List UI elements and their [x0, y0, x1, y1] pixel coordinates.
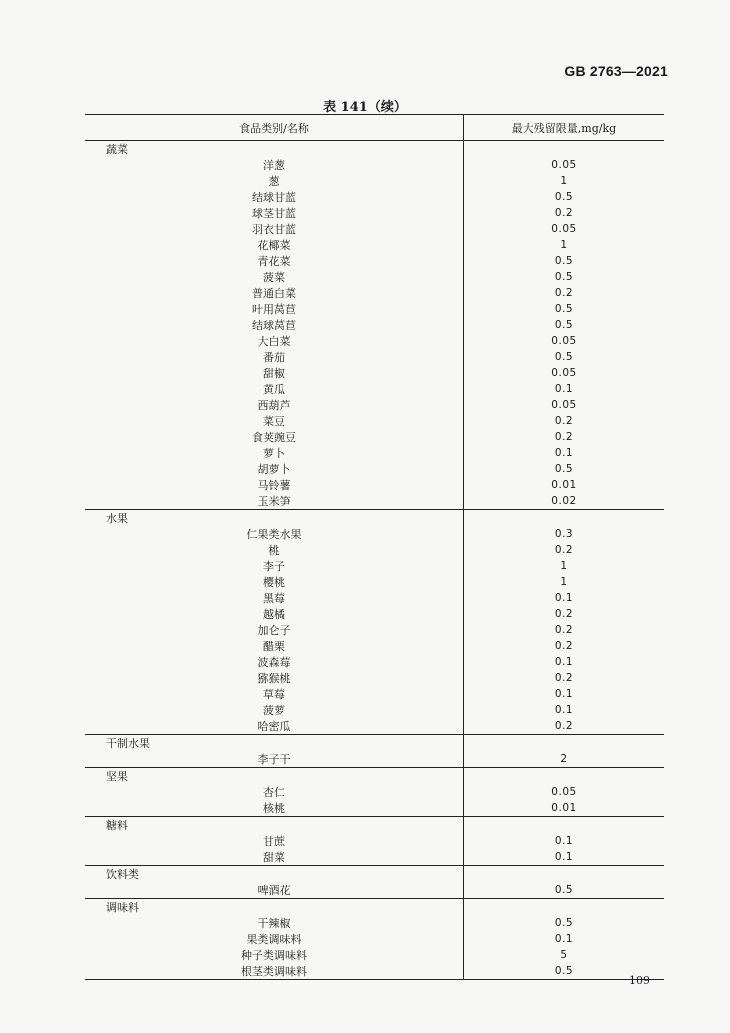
table-row [85, 947, 664, 963]
max-residue-limit: 1 [464, 237, 665, 253]
category-label: 干制水果 [85, 735, 464, 752]
category-label: 糖料 [85, 817, 464, 834]
category-row [85, 899, 664, 916]
table-row [85, 221, 664, 237]
food-name: 仁果类水果 [246, 528, 302, 541]
max-residue-limit: 0.1 [464, 849, 665, 866]
max-residue-limit: 0.1 [464, 445, 665, 461]
food-name: 西葫芦 [257, 399, 291, 412]
table-row [85, 349, 664, 365]
table-row [85, 413, 664, 429]
max-residue-limit: 0.5 [464, 882, 665, 899]
max-residue-limit: 0.2 [464, 622, 665, 638]
table-body [85, 141, 664, 980]
table-row [85, 882, 664, 899]
table-row [85, 542, 664, 558]
food-name: 波森莓 [257, 656, 291, 669]
table-row [85, 915, 664, 931]
column-header-limit: 最大残留限量,mg/kg [464, 115, 665, 141]
max-residue-limit: 2 [464, 751, 665, 768]
max-residue-limit: 0.1 [464, 702, 665, 718]
max-residue-limit: 0.2 [464, 429, 665, 445]
category-row [85, 768, 664, 785]
food-name: 甘蔗 [263, 835, 285, 848]
food-name: 核桃 [263, 802, 285, 815]
food-name: 樱桃 [263, 576, 285, 589]
table-row [85, 622, 664, 638]
table-row [85, 157, 664, 173]
max-residue-limit: 0.2 [464, 606, 665, 622]
table-row [85, 800, 664, 817]
category-label: 蔬菜 [106, 143, 128, 156]
max-residue-limit: 0.2 [464, 670, 665, 686]
table-row [85, 849, 664, 866]
food-name: 干辣椒 [257, 917, 291, 930]
table-row [85, 381, 664, 397]
table-row [85, 526, 664, 542]
page-number: 109 [629, 974, 650, 987]
food-name: 菠萝 [263, 704, 285, 717]
table-row [85, 702, 664, 718]
food-name: 大白菜 [257, 335, 291, 348]
table-row [85, 237, 664, 253]
table-title: 表 141（续） [323, 100, 407, 115]
table-row [85, 317, 664, 333]
food-name: 草莓 [263, 688, 285, 701]
food-name: 食荚豌豆 [252, 431, 296, 444]
food-name: 种子类调味料 [241, 949, 307, 962]
food-name: 葱 [268, 175, 280, 188]
max-residue-limit: 0.5 [464, 189, 665, 205]
food-name: 甜椒 [263, 367, 285, 380]
table-row [85, 558, 664, 574]
table-row [85, 189, 664, 205]
table-row [85, 606, 664, 622]
table-row [85, 931, 664, 947]
table-row [85, 477, 664, 493]
food-name: 李子 [263, 560, 285, 573]
food-name: 花椰菜 [257, 239, 291, 252]
table-row [85, 784, 664, 800]
max-residue-limit: 0.5 [464, 915, 665, 931]
max-residue-limit: 0.01 [464, 477, 665, 493]
food-name: 结球莴苣 [252, 319, 296, 332]
table-row [85, 590, 664, 606]
max-residue-limit: 0.5 [464, 963, 665, 980]
food-name: 番茄 [263, 351, 285, 364]
food-name: 球茎甘蓝 [252, 207, 296, 220]
table-row [85, 253, 664, 269]
food-name: 羽衣甘蓝 [252, 223, 296, 236]
max-residue-limit: 0.05 [464, 333, 665, 349]
food-name: 黑莓 [263, 592, 285, 605]
category-limit-cell [464, 899, 665, 916]
table-row [85, 445, 664, 461]
max-residue-limit: 5 [464, 947, 665, 963]
food-name: 哈密瓜 [257, 720, 291, 733]
max-residue-limit: 0.05 [464, 365, 665, 381]
food-name: 菜豆 [263, 415, 285, 428]
table-row [85, 365, 664, 381]
max-residue-limit: 0.2 [464, 638, 665, 654]
table-row [85, 205, 664, 221]
food-name: 果类调味料 [246, 933, 302, 946]
max-residue-limit: 0.05 [464, 221, 665, 237]
max-residue-limit: 0.1 [464, 654, 665, 670]
category-row [85, 735, 664, 752]
table-row [85, 269, 664, 285]
food-name: 菠菜 [263, 271, 285, 284]
category-label: 调味料 [85, 899, 464, 916]
table-row [85, 833, 664, 849]
food-name: 黄瓜 [263, 383, 285, 396]
category-limit-cell [464, 510, 665, 527]
category-label: 饮料类 [85, 866, 464, 883]
category-row [85, 866, 664, 883]
residue-limit-table [85, 114, 664, 980]
food-name: 杏仁 [263, 786, 285, 799]
food-name: 结球甘蓝 [252, 191, 296, 204]
table-header-row [85, 115, 664, 141]
max-residue-limit: 1 [464, 173, 665, 189]
table-row [85, 301, 664, 317]
food-name: 青花菜 [257, 255, 291, 268]
food-name: 叶用莴苣 [252, 303, 296, 316]
category-row [85, 817, 664, 834]
max-residue-limit: 0.5 [464, 253, 665, 269]
table-row [85, 574, 664, 590]
category-label: 坚果 [85, 768, 464, 785]
max-residue-limit: 0.2 [464, 542, 665, 558]
max-residue-limit: 0.2 [464, 718, 665, 735]
table-row [85, 963, 664, 980]
max-residue-limit: 0.5 [464, 317, 665, 333]
max-residue-limit: 0.2 [464, 285, 665, 301]
max-residue-limit: 0.5 [464, 349, 665, 365]
max-residue-limit: 0.02 [464, 493, 665, 510]
food-name: 玉米笋 [257, 495, 291, 508]
food-name: 洋葱 [263, 159, 285, 172]
food-name: 根茎类调味料 [85, 963, 464, 980]
table-row [85, 333, 664, 349]
category-row [85, 141, 664, 158]
standard-number: GB 2763—2021 [564, 63, 668, 79]
max-residue-limit: 1 [464, 574, 665, 590]
max-residue-limit: 1 [464, 558, 665, 574]
max-residue-limit: 0.1 [464, 931, 665, 947]
max-residue-limit: 0.01 [464, 800, 665, 817]
food-name: 李子干 [257, 753, 291, 766]
table-row [85, 429, 664, 445]
table-row [85, 638, 664, 654]
category-limit-cell [464, 768, 665, 785]
table-row [85, 493, 664, 510]
table-row [85, 654, 664, 670]
category-label: 水果 [85, 510, 464, 527]
table-row [85, 686, 664, 702]
food-name: 甜菜 [263, 851, 285, 864]
food-name: 普通白菜 [252, 287, 296, 300]
max-residue-limit: 0.1 [464, 686, 665, 702]
category-row [85, 510, 664, 527]
food-name: 醋栗 [263, 640, 285, 653]
category-limit-cell [464, 866, 665, 883]
table-row [85, 173, 664, 189]
max-residue-limit: 0.1 [464, 833, 665, 849]
max-residue-limit: 0.2 [464, 205, 665, 221]
max-residue-limit: 0.2 [464, 413, 665, 429]
food-name: 越橘 [263, 608, 285, 621]
table-row [85, 718, 664, 735]
max-residue-limit: 0.3 [464, 526, 665, 542]
max-residue-limit: 0.5 [464, 461, 665, 477]
max-residue-limit: 0.05 [464, 157, 665, 173]
food-name: 猕猴桃 [257, 672, 291, 685]
food-name: 萝卜 [263, 447, 285, 460]
table-row [85, 751, 664, 768]
food-name: 马铃薯 [257, 479, 291, 492]
table-row [85, 397, 664, 413]
max-residue-limit: 0.1 [464, 381, 665, 397]
column-header-name: 食品类别/名称 [85, 115, 464, 141]
food-name: 加仑子 [257, 624, 291, 637]
table-row [85, 461, 664, 477]
category-limit-cell [464, 735, 665, 752]
food-name: 啤酒花 [257, 884, 291, 897]
max-residue-limit: 0.05 [464, 784, 665, 800]
table-row [85, 670, 664, 686]
table-row [85, 285, 664, 301]
category-limit-cell [464, 817, 665, 834]
max-residue-limit: 0.5 [464, 269, 665, 285]
max-residue-limit: 0.5 [464, 301, 665, 317]
max-residue-limit: 0.05 [464, 397, 665, 413]
food-name: 桃 [268, 544, 280, 557]
max-residue-limit: 0.1 [464, 590, 665, 606]
category-limit-cell [464, 141, 665, 158]
food-name: 胡萝卜 [257, 463, 291, 476]
